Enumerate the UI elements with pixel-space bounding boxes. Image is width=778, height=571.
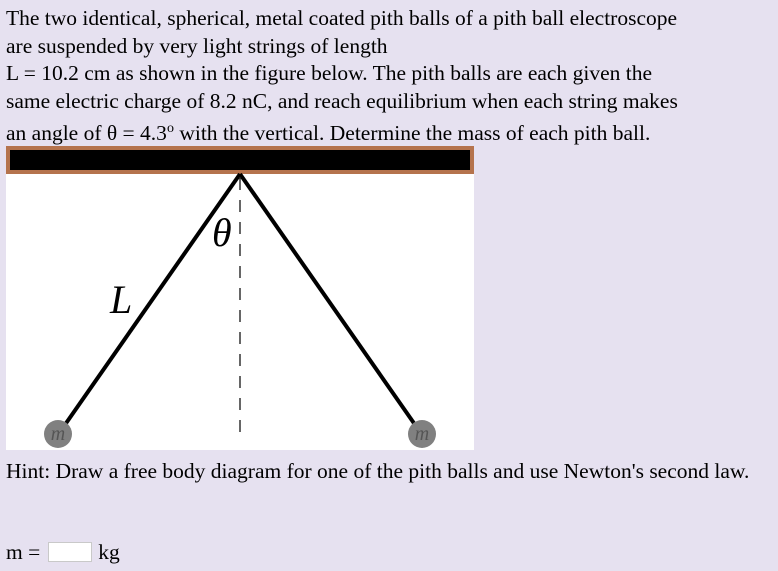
problem-line-3: L = 10.2 cm as shown in the figure below. The pith balls are each given the bbox=[6, 61, 652, 85]
answer-prefix: m = bbox=[6, 539, 41, 564]
electroscope-figure bbox=[6, 146, 474, 450]
figure-canvas bbox=[6, 146, 474, 450]
mass-answer-input[interactable] bbox=[48, 542, 92, 562]
theta-label: θ bbox=[212, 210, 232, 255]
problem-line-4: same electric charge of 8.2 nC, and reach equilibrium when each string makes bbox=[6, 88, 678, 113]
angle-text: an angle of θ = 4.3 bbox=[6, 121, 167, 146]
problem-statement bbox=[6, 5, 774, 148]
right-ball-label: m bbox=[414, 423, 430, 445]
answer-unit: kg bbox=[98, 539, 120, 564]
right-string bbox=[240, 174, 418, 429]
answer-row bbox=[6, 538, 120, 566]
hint-text: Hint: Draw a free body diagram for one of the pith balls and use Newton's second law. bbox=[6, 459, 750, 483]
left-ball-label: m bbox=[50, 423, 66, 445]
problem-line-5 bbox=[6, 115, 774, 148]
problem-line-1: The two identical, spherical, metal coated pith balls of a pith ball electroscope bbox=[6, 6, 678, 30]
ceiling-bar bbox=[10, 150, 470, 170]
problem-line-2: are suspended by very light strings of length bbox=[6, 33, 388, 58]
angle-text-suffix: with the vertical. Determine the mass of each pith ball. bbox=[173, 121, 651, 146]
length-label: L bbox=[110, 277, 133, 322]
degree-symbol: o bbox=[166, 121, 174, 136]
